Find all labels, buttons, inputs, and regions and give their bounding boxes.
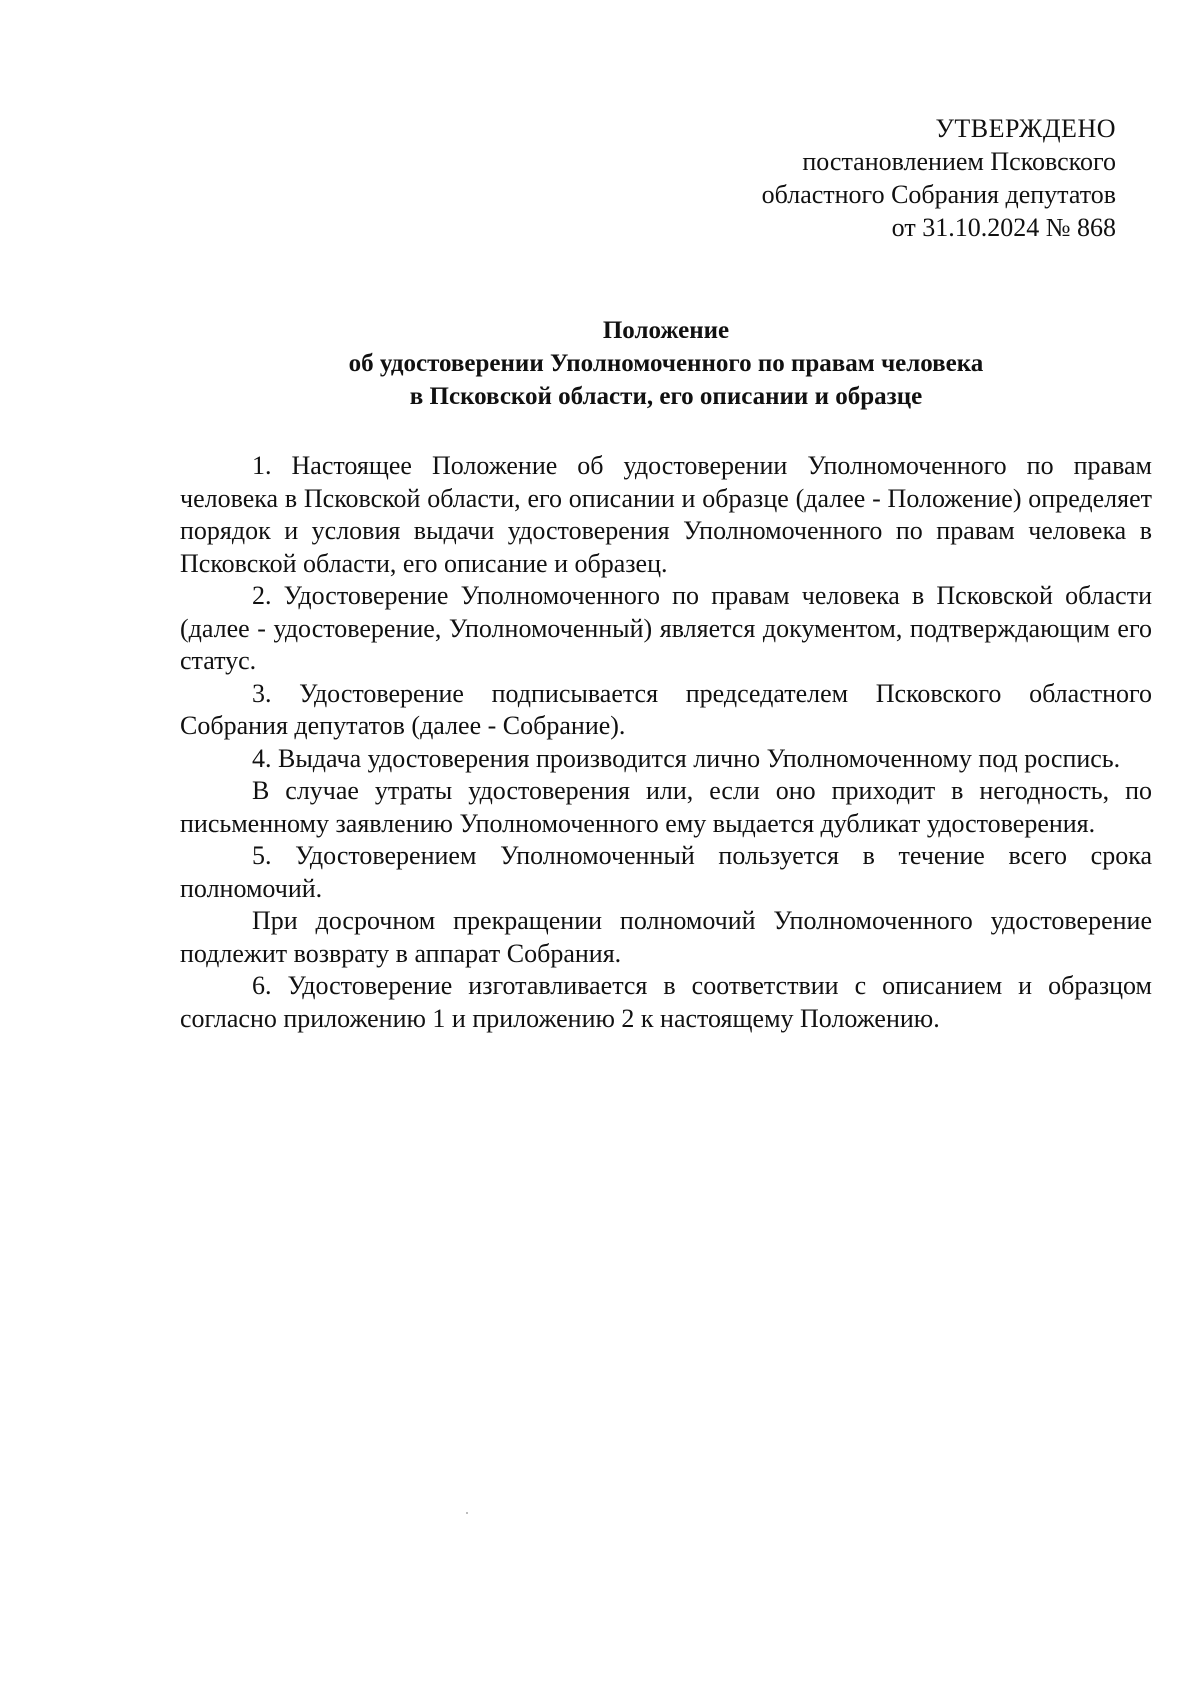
document-title: [180, 314, 1152, 413]
paragraph-1: 1. Настоящее Положение об удостоверении Уполномоченного по правам человека в Псковской области, его описании и образце (далее - Положение) определяет порядок и условия выдачи удостоверения Уполномоченного по правам человека в Псковской области, его описание и образец.: [180, 451, 1152, 578]
title-line-2: об удостоверении Уполномоченного по правам человека: [348, 350, 984, 377]
paragraph-5-continued: При досрочном прекращении полномочий Уполномоченного удостоверение подлежит возврату в аппарат Собрания.: [180, 906, 1152, 968]
title-line-3: в Псковской области, его описании и образце: [409, 383, 923, 410]
approval-line-1: постановлением Псковского: [802, 147, 1116, 176]
paragraph-3: 3. Удостоверение подписывается председателем Псковского областного Собрания депутатов (далее - Собрание).: [180, 678, 1152, 740]
approval-decree-number: от 31.10.2024 № 868: [891, 213, 1116, 242]
paragraph-6: 6. Удостоверение изготавливается в соответствии с описанием и образцом согласно приложению 1 и приложению 2 к настоящему Положению.: [180, 971, 1152, 1033]
paragraph-4: 4. Выдача удостоверения производится лично Уполномоченному под роспись.: [252, 743, 1121, 773]
scan-speck: [466, 1512, 468, 1514]
title-line-1: Положение: [602, 317, 730, 344]
approval-stamp: [762, 112, 1116, 244]
paragraph-4-continued: В случае утраты удостоверения или, если оно приходит в негодность, по письменному заявлению Уполномоченного ему выдается дубликат удостоверения.: [180, 776, 1152, 838]
paragraph-2: 2. Удостоверение Уполномоченного по правам человека в Псковской области (далее - удостоверение, Уполномоченный) является документом, подтверждающим его статус.: [180, 581, 1152, 675]
document-body: [180, 450, 1152, 1035]
approval-title: УТВЕРЖДЕНО: [935, 114, 1116, 143]
approval-line-2: областного Собрания депутатов: [761, 180, 1116, 209]
paragraph-5: 5. Удостоверением Уполномоченный пользуется в течение всего срока полномочий.: [180, 841, 1152, 903]
